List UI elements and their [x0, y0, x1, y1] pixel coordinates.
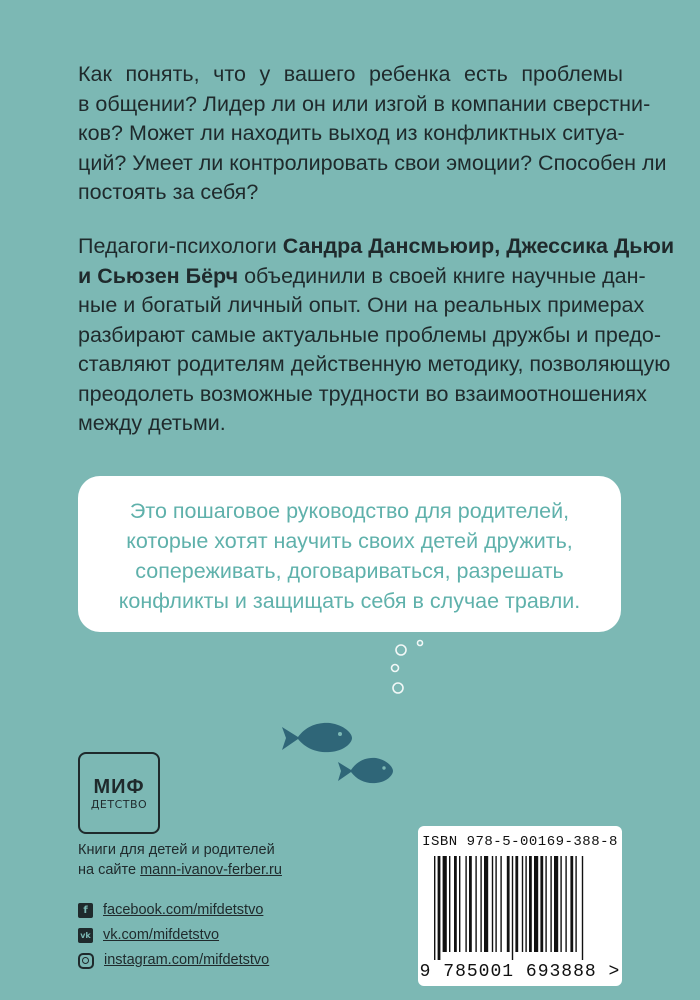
facebook-icon: f: [78, 903, 93, 918]
intro-line: постоять за себя?: [78, 180, 259, 204]
barcode-bar: [515, 856, 518, 952]
bubble: [393, 683, 403, 693]
intro-paragraph: [78, 60, 667, 208]
barcode-bar: [582, 856, 583, 960]
logo-main-text: МИФ: [93, 775, 145, 798]
fish-large-icon: [282, 723, 352, 752]
authors-line: [78, 262, 646, 292]
barcode-bar: [550, 856, 551, 952]
site-url-link[interactable]: mann-ivanov-ferber.ru: [140, 862, 282, 878]
callout-box: [78, 476, 621, 632]
barcode-bar: [534, 856, 538, 952]
isbn-barcode: [418, 826, 622, 986]
site-info-line2: [78, 860, 282, 880]
barcode-bar: [512, 856, 513, 960]
isbn-label: ISBN 978-5-00169-388-8: [422, 834, 618, 850]
barcode-bar: [443, 856, 447, 952]
instagram-link[interactable]: instagram.com/mifdetstvo: [104, 952, 270, 968]
bubble: [392, 665, 399, 672]
facebook-link[interactable]: facebook.com/mifdetstvo: [103, 902, 264, 918]
authors-line: разбирают самые актуальные проблемы дружбы и предо-: [78, 322, 661, 347]
barcode-bar: [469, 856, 472, 952]
intro-line: в общении? Лидер ли он или изгой в компании сверстни-: [78, 91, 651, 116]
barcode-bar: [500, 856, 501, 952]
intro-line: ций? Умеет ли контролировать свои эмоции? Способен ли: [78, 150, 667, 175]
barcode-bar: [492, 856, 493, 952]
barcode-bar: [560, 856, 561, 952]
fish-eye: [382, 766, 385, 769]
barcode-bars: [428, 856, 612, 960]
barcode-bar: [525, 856, 526, 952]
instagram-icon: [78, 953, 94, 969]
authors-prefix: Педагоги-психологи: [78, 234, 283, 258]
barcode-bar: [449, 856, 450, 952]
social-row-facebook[interactable]: [78, 898, 269, 923]
fish-eye: [338, 732, 342, 736]
barcode-bar: [545, 856, 546, 952]
barcode-bar: [554, 856, 558, 952]
authors-line: преодолеть возможные трудности во взаимоотношениях: [78, 381, 647, 406]
social-row-vk[interactable]: [78, 923, 269, 948]
vk-link[interactable]: vk.com/mifdetstvo: [103, 927, 220, 943]
social-links: [78, 898, 269, 973]
authors-line2-rest: объединили в своей книге научные дан-: [238, 263, 646, 288]
site-info-line1: Книги для детей и родителей: [78, 842, 275, 858]
authors-line: [78, 232, 675, 262]
barcode-bar: [575, 856, 576, 952]
barcode-bar: [438, 856, 441, 960]
barcode-bar: [434, 856, 435, 960]
site-info-prefix: на сайте: [78, 862, 141, 878]
barcode-bar: [529, 856, 532, 952]
bubble: [396, 645, 406, 655]
social-row-instagram[interactable]: [78, 948, 269, 973]
bubble: [418, 641, 423, 646]
authors-line: между детьми.: [78, 411, 226, 435]
intro-line: Как понять, что у вашего ребенка есть проблемы: [78, 62, 623, 86]
publisher-logo: [78, 752, 160, 834]
callout-line: Это пошаговое руководство для родителей,: [129, 499, 570, 523]
barcode-bar: [495, 856, 496, 952]
logo-sub-text: ДЕТСТВО: [90, 797, 148, 811]
barcode-bar: [465, 856, 466, 952]
barcode-bar: [454, 856, 457, 952]
vk-icon: vk: [78, 928, 93, 943]
barcode-bar: [522, 856, 523, 952]
authors-line: ные и богатый личный опыт. Они на реальных примерах: [78, 293, 645, 317]
authors-paragraph: [78, 232, 675, 439]
authors-names-b: и Сьюзен Бёрч: [78, 263, 239, 288]
intro-line: ков? Может ли находить выход из конфликтных ситуа-: [78, 121, 625, 145]
callout-line: которые хотят научить своих детей дружить,: [126, 529, 573, 553]
barcode-bar: [565, 856, 566, 952]
barcode-bar: [484, 856, 488, 952]
barcode-bar: [475, 856, 476, 952]
authors-names-a: Сандра Дансмьюир, Джессика Дьюи: [282, 234, 675, 258]
barcode-bar: [570, 856, 573, 952]
barcode-bar: [459, 856, 460, 952]
barcode-bar: [540, 856, 543, 952]
fish-small-icon: [338, 758, 393, 783]
barcode-digits: 9 785001 693888 >: [419, 962, 621, 982]
callout-line: сопереживать, договариваться, разрешать: [135, 559, 564, 583]
callout-line: конфликты и защищать себя в случае травли.: [118, 589, 581, 613]
barcode-bar: [507, 856, 510, 952]
site-info: [78, 840, 282, 880]
authors-line: ставляют родителям действенную методику, позволяющую: [78, 352, 671, 376]
barcode-bar: [480, 856, 481, 952]
